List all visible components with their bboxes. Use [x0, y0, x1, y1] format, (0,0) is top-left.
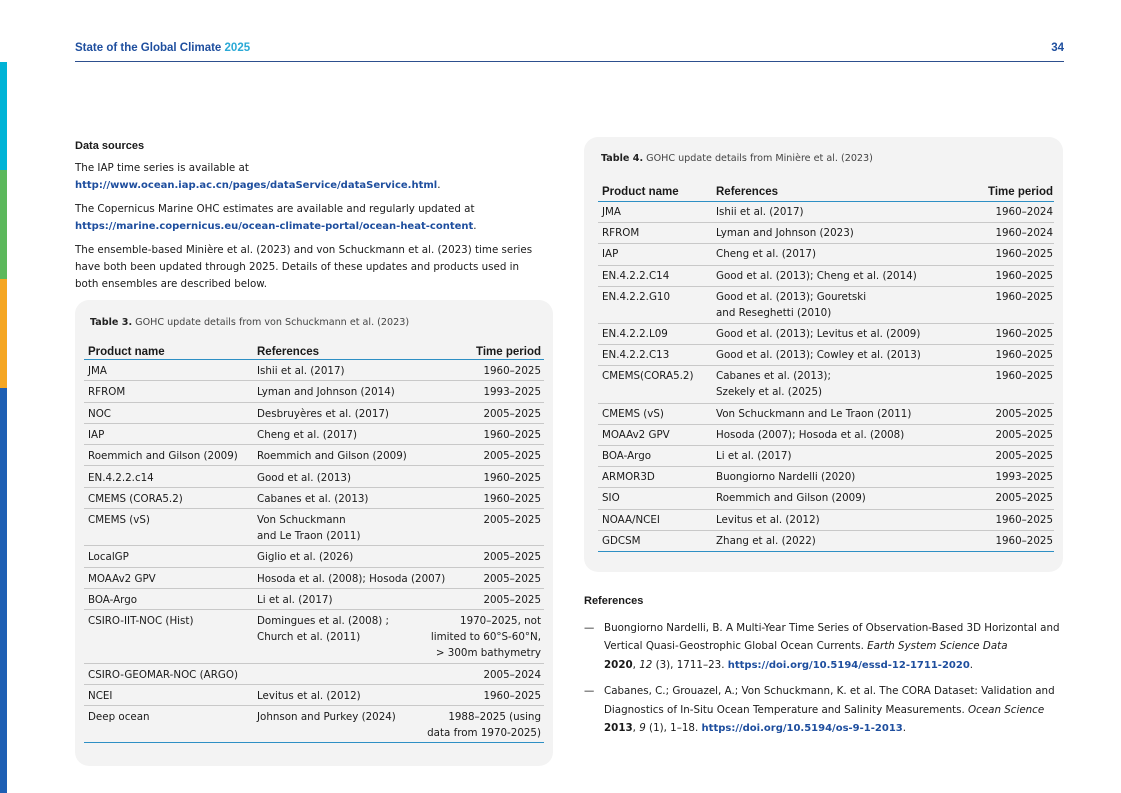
report-title — [75, 42, 250, 54]
column-header: Time period — [988, 186, 1053, 198]
table-3-caption — [90, 317, 409, 328]
reference-text: Cabanes, C.; Grouazel, A.; Von Schuckmann, K. et al. The CORA Dataset: Validation and Diagnostics of In-Situ Ocean Temperature and Salinity Measurements. — [604, 685, 1055, 716]
table-row — [598, 287, 1054, 324]
product-name-cell: MOAAv2 GPV — [602, 428, 670, 441]
references-cell: Good et al. (2013); Cheng et al. (2014) — [716, 269, 917, 282]
references-cell: Von Schuckmann and Le Traon (2011) — [257, 514, 361, 543]
references-cell: Good et al. (2013); Levitus et al. (2009) — [716, 328, 921, 340]
references-cell: Von Schuckmann and Le Traon (2011) — [716, 407, 912, 420]
references-cell: Levitus et al. (2012) — [716, 513, 820, 526]
product-name-cell: Deep ocean — [88, 711, 150, 724]
column-header: Product name — [88, 346, 165, 358]
data-sources-paragraph-2: The Copernicus Marine OHC estimates are available and regularly updated at https://marine.copernicus.eu/ocean-climate-portal/ocean-heat-content. — [75, 203, 477, 232]
table-row — [84, 445, 544, 466]
table-row — [84, 381, 544, 402]
table-row — [84, 610, 544, 663]
table-row — [84, 568, 544, 589]
reference-journal: Ocean Science — [968, 703, 1045, 716]
column-header: References — [257, 346, 320, 358]
product-name-cell: JMA — [602, 206, 621, 218]
product-name-cell: EN.4.2.2.c14 — [88, 471, 154, 484]
reference-year: 2020 — [604, 658, 633, 671]
table-row — [84, 509, 544, 546]
table-row — [84, 706, 544, 743]
product-name-cell: RFROM — [602, 227, 640, 240]
table-row — [598, 531, 1054, 552]
product-name-cell: MOAAv2 GPV — [88, 572, 156, 585]
product-name-cell: RFROM — [88, 386, 126, 399]
time-period-cell: 1960–2025 — [483, 492, 541, 505]
table-3-caption-text: GOHC update details from von Schuckmann et al. (2023) — [132, 317, 410, 328]
table-row — [84, 664, 544, 685]
time-period-cell: 2005–2025 — [483, 407, 541, 420]
references-cell: Roemmich and Gilson (2009) — [716, 492, 866, 505]
table-row — [598, 223, 1054, 244]
table-row — [598, 404, 1054, 425]
time-period-cell: 2005–2025 — [483, 450, 541, 463]
table-row — [84, 424, 544, 445]
data-sources-paragraph-1: The IAP time series is available at http://www.ocean.iap.ac.cn/pages/dataService/dataService.html. — [75, 162, 441, 191]
data-sources-paragraph-3: The ensemble-based Minière et al. (2023) and von Schuckmann et al. (2023) time series have both been updated through 2025. Details of these updates and products used in both ensembles are described below. — [75, 244, 533, 290]
product-name-cell: CMEMS(CORA5.2) — [602, 370, 694, 383]
edge-tab-orange — [0, 279, 7, 388]
time-period-cell: 1960–2025 — [995, 513, 1053, 526]
column-header: Time period — [476, 346, 541, 358]
product-name-cell: NCEI — [88, 689, 113, 702]
product-name-cell: CMEMS (vS) — [602, 407, 664, 420]
references-heading: References — [584, 595, 644, 607]
reference-year: 2013 — [604, 722, 633, 734]
references-cell: Lyman and Johnson (2014) — [257, 386, 395, 399]
time-period-cell: 2005–2025 — [995, 450, 1053, 462]
p1-text: The IAP time series is available at — [75, 162, 249, 174]
report-title-main: State of the Global Climate — [75, 42, 225, 54]
table-4-caption — [601, 153, 873, 164]
table-4-caption-text: GOHC update details from Minière et al. (2023) — [643, 153, 873, 164]
time-period-cell: 1970–2025, not limited to 60°S-60°N, > 300m bathymetry — [430, 615, 541, 660]
time-period-cell: 2005–2025 — [995, 407, 1053, 420]
edge-tab-blue — [0, 388, 7, 793]
product-name-cell: IAP — [88, 428, 105, 441]
time-period-cell: 1960–2025 — [483, 689, 541, 702]
table-row — [84, 403, 544, 424]
time-period-cell: 1960–2024 — [995, 206, 1053, 218]
table-row — [84, 685, 544, 706]
table-row — [598, 488, 1054, 509]
product-name-cell: EN.4.2.2.G10 — [602, 290, 671, 303]
product-name-cell: SIO — [602, 492, 620, 505]
time-period-cell: 1960–2025 — [483, 428, 541, 441]
table-row — [598, 202, 1054, 223]
reference-sep: , — [632, 722, 640, 734]
reference-item: — Buongiorno Nardelli, B. A Multi-Year Time Series of Observation-Based 3D Horizontal and Vertical Quasi-Geostrophic Global Ocean Currents. Earth System Science Data 2020, 12 (3), 1711–23. https://doi.org/10.5194/essd-12-1711-2020. — [584, 619, 1062, 676]
table-4-card — [584, 137, 1063, 572]
references-cell: Hosoda (2007); Hosoda et al. (2008) — [716, 428, 905, 441]
reference-volume: 9 — [639, 722, 646, 734]
product-name-cell: IAP — [602, 248, 619, 261]
reference-pages: (3), 1711–23. — [652, 658, 728, 671]
product-name-cell: CSIRO-IIT-NOC (Hist) — [88, 615, 194, 628]
references-cell: Cabanes et al. (2013) — [257, 492, 369, 505]
time-period-cell: 1960–2025 — [995, 290, 1053, 303]
data-sources-section — [75, 138, 545, 300]
table-row — [84, 467, 544, 488]
product-name-cell: NOC — [88, 407, 111, 420]
references-cell: Desbruyères et al. (2017) — [257, 407, 389, 420]
iap-link[interactable]: http://www.ocean.iap.ac.cn/pages/dataService/dataService.html — [75, 180, 438, 191]
references-cell: Zhang et al. (2022) — [716, 534, 816, 547]
time-period-cell: 1960–2024 — [995, 227, 1053, 240]
references-cell: Roemmich and Gilson (2009) — [257, 450, 407, 463]
table-row — [598, 366, 1054, 403]
time-period-cell: 2005–2025 — [483, 551, 541, 564]
time-period-cell: 1960–2025 — [995, 269, 1053, 282]
references-cell: Domingues et al. (2008) ; Church et al. (2011) — [257, 615, 390, 644]
table-row — [598, 425, 1054, 446]
references-cell: Buongiorno Nardelli (2020) — [716, 471, 856, 484]
references-cell: Good et al. (2013); Cowley et al. (2013) — [716, 349, 921, 362]
product-name-cell: CMEMS (CORA5.2) — [88, 492, 183, 505]
references-cell: Lyman and Johnson (2023) — [716, 227, 854, 240]
time-period-cell: 1960–2025 — [483, 471, 541, 484]
time-period-cell: 1960–2025 — [995, 328, 1053, 340]
references-cell: Good et al. (2013); Gouretski and Reseghetti (2010) — [716, 290, 867, 319]
reference-volume: 12 — [639, 658, 653, 671]
time-period-cell: 2005–2025 — [483, 572, 541, 585]
reference-doi-link[interactable]: https://doi.org/10.5194/essd-12-1711-2020 — [727, 659, 970, 671]
table-header-row — [598, 182, 1054, 202]
time-period-cell: 2005–2025 — [483, 594, 541, 606]
reference-text: Buongiorno Nardelli, B. A Multi-Year Time Series of Observation-Based 3D Horizontal and Vertical Quasi-Geostrophic Global Ocean Currents. — [604, 621, 1060, 652]
product-name-cell: NOAA/NCEI — [602, 513, 660, 526]
data-sources-heading: Data sources — [75, 140, 145, 152]
table-4-caption-label: Table 4. — [601, 153, 644, 164]
page-header — [75, 42, 1064, 62]
copernicus-link[interactable]: https://marine.copernicus.eu/ocean-climate-portal/ocean-heat-content — [75, 221, 474, 232]
reference-dash: — — [584, 685, 595, 697]
table-row — [84, 546, 544, 567]
column-header: References — [716, 186, 779, 198]
table-3-caption-label: Table 3. — [90, 317, 133, 328]
time-period-cell: 1960–2025 — [995, 248, 1053, 261]
table-3 — [84, 341, 544, 751]
time-period-cell: 1993–2025 — [483, 386, 541, 399]
column-header: Product name — [602, 186, 679, 198]
references-cell: Good et al. (2013) — [257, 471, 351, 484]
table-3-card — [75, 300, 553, 766]
table-row — [84, 589, 544, 610]
time-period-cell: 1988–2025 (using data from 1970-2025) — [427, 711, 541, 740]
table-4 — [598, 182, 1054, 557]
time-period-cell: 2005–2024 — [483, 668, 541, 681]
table-row — [598, 244, 1054, 265]
product-name-cell: BOA-Argo — [602, 450, 652, 462]
time-period-cell: 1960–2025 — [995, 534, 1053, 547]
edge-tab-green — [0, 170, 7, 279]
reference-dash: — — [584, 621, 595, 634]
time-period-cell: 1960–2025 — [995, 349, 1053, 362]
table-row — [598, 266, 1054, 287]
references-cell: Cabanes et al. (2013); Szekely et al. (2025) — [716, 370, 831, 399]
references-cell: Giglio et al. (2026) — [257, 551, 354, 564]
product-name-cell: CMEMS (vS) — [88, 514, 150, 527]
product-name-cell: LocalGP — [88, 551, 129, 564]
table-row — [598, 446, 1054, 467]
product-name-cell: CSIRO-GEOMAR-NOC (ARGO) — [88, 668, 238, 681]
references-cell: Ishii et al. (2017) — [716, 206, 804, 218]
reference-journal: Earth System Science Data — [867, 640, 1008, 652]
product-name-cell: Roemmich and Gilson (2009) — [88, 450, 238, 463]
reference-pages: (1), 1–18. — [645, 722, 702, 734]
product-name-cell: JMA — [88, 365, 107, 377]
product-name-cell: EN.4.2.2.L09 — [602, 328, 668, 340]
time-period-cell: 2005–2025 — [483, 514, 541, 527]
product-name-cell: BOA-Argo — [88, 594, 138, 606]
edge-tab-cyan — [0, 62, 7, 170]
table-row — [84, 488, 544, 509]
report-title-year: 2025 — [224, 42, 251, 54]
table-row — [598, 324, 1054, 345]
reference-item: — Cabanes, C.; Grouazel, A.; Von Schuckmann, K. et al. The CORA Dataset: Validation and Diagnostics of In-Situ Ocean Temperature and Salinity Measurements. Ocean Science 2013, 9 (1), 1–18. https://doi.org/10.5194/os-9-1-2013. — [584, 682, 1062, 739]
p2-text: The Copernicus Marine OHC estimates are available and regularly updated at — [75, 203, 475, 215]
page-number: 34 — [1051, 42, 1064, 54]
references-cell: Li et al. (2017) — [257, 594, 333, 606]
references-cell: Levitus et al. (2012) — [257, 689, 361, 702]
references-cell: Ishii et al. (2017) — [257, 365, 345, 377]
product-name-cell: ARMOR3D — [602, 471, 655, 484]
table-row — [598, 345, 1054, 366]
references-cell: Cheng et al. (2017) — [716, 248, 816, 261]
references-cell: Hosoda et al. (2008); Hosoda (2007) — [257, 572, 446, 585]
reference-doi-link[interactable]: https://doi.org/10.5194/os-9-1-2013 — [701, 723, 903, 734]
references-cell: Cheng et al. (2017) — [257, 428, 357, 441]
time-period-cell: 1993–2025 — [995, 471, 1053, 484]
product-name-cell: EN.4.2.2.C14 — [602, 269, 670, 282]
table-row — [598, 467, 1054, 488]
table-row — [84, 360, 544, 381]
product-name-cell: GDCSM — [602, 534, 641, 547]
references-section — [584, 592, 1062, 746]
references-cell: Li et al. (2017) — [716, 450, 792, 462]
table-row — [598, 510, 1054, 531]
time-period-cell: 2005–2025 — [995, 428, 1053, 441]
reference-sep: , — [632, 658, 640, 671]
time-period-cell: 1960–2025 — [995, 370, 1053, 383]
table-header-row — [84, 341, 544, 360]
references-cell: Johnson and Purkey (2024) — [257, 711, 396, 724]
time-period-cell: 2005–2025 — [995, 492, 1053, 505]
product-name-cell: EN.4.2.2.C13 — [602, 349, 670, 362]
time-period-cell: 1960–2025 — [483, 365, 541, 377]
